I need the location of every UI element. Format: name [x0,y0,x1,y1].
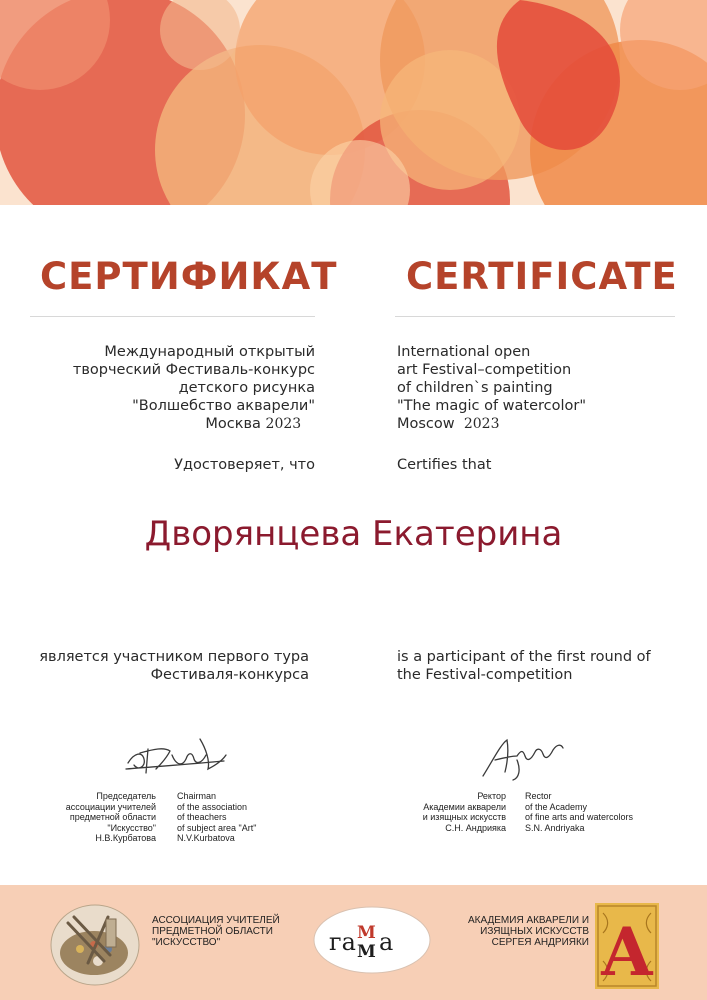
chairman-caption-english [177,791,256,844]
festival-ru-line: "Волшебство акварели" [132,398,315,414]
chairman-en-line: of theachers [177,812,227,822]
divider-right [395,316,675,317]
association-line: ПРЕДМЕТНОЙ ОБЛАСТИ [152,926,273,937]
certifies-english: Certifies that [397,457,492,473]
rector-en-line: Rector [525,791,552,801]
svg-text:М: М [357,942,376,962]
chairman-ru-line: предметной области [69,812,156,822]
rector-signature [477,730,567,782]
participation-ru-line: является участником первого тура [39,649,309,665]
participation-russian [39,648,309,684]
city-english: Moscow [397,416,455,432]
city-russian: Москва [205,416,261,432]
festival-ru-line: Международный открытый [104,344,315,360]
participation-en-line: the Festival-competition [397,667,573,683]
participation-en-line: is a participant of the first round of [397,649,651,665]
festival-ru-line: творческий Фестиваль-конкурс [72,362,315,378]
gama-logo [311,905,433,975]
svg-text:А: А [600,913,654,989]
chairman-en-line: of subject area "Art" [177,822,257,833]
chairman-signature [120,725,230,785]
festival-en-line: art Festival–competition [397,362,572,378]
year-russian: 2023 [265,416,302,432]
chairman-ru-line: Н.В.Курбатова [95,833,156,843]
rector-caption-english [525,791,633,833]
chairman-ru-line: ассоциации учителей [65,801,156,812]
festival-en-line: International open [397,344,531,360]
rector-en-line: of fine arts and watercolors [525,812,634,822]
festival-en-line: of children`s painting [397,380,553,396]
rector-ru-line: и изящных искусств [422,812,506,822]
festival-en-city-year [397,415,697,433]
academy-line: ИЗЯЩНЫХ ИСКУССТВ [480,926,589,937]
chairman-en-line: Chairman [177,791,217,801]
footer-band [0,885,707,1000]
recipient-name: Дворянцева Екатерина [144,514,563,554]
festival-description-russian [0,343,315,433]
rector-caption-russian [423,791,506,833]
festival-ru-city-year [0,415,315,433]
association-emblem-icon [48,903,142,987]
title-russian: СЕРТИФИКАТ [40,255,338,298]
svg-text:М: М [357,923,376,943]
decorative-banner [0,0,707,205]
chairman-ru-line: "Искусство" [107,822,156,833]
svg-text:а: а [379,928,394,956]
academy-line: СЕРГЕЯ АНДРИЯКИ [491,937,589,948]
rector-ru-line: С.Н. Андрияка [445,822,506,833]
divider-left [30,316,315,317]
svg-text:га: га [329,928,356,956]
festival-en-line: "The magic of watercolor" [397,398,587,414]
association-line: АССОЦИАЦИЯ УЧИТЕЛЕЙ [152,915,280,926]
participation-ru-line: Фестиваля-конкурса [150,667,309,683]
festival-description-english [397,343,697,433]
chairman-en-line: of the association [177,801,248,812]
chairman-en-line: N.V.Kurbatova [177,833,235,843]
academy-logo-icon [595,903,659,989]
chairman-ru-line: Председатель [96,791,156,801]
association-name [152,915,280,948]
chairman-caption-russian [66,791,156,844]
year-english: 2023 [463,416,500,432]
rector-en-line: of the Academy [525,801,588,812]
rector-ru-line: Академии акварели [423,801,506,812]
festival-ru-line: детского рисунка [178,380,315,396]
title-english: CERTIFICATE [406,255,678,298]
academy-name [468,915,589,948]
watercolor-circles-graphic [0,0,707,205]
academy-line: АКАДЕМИЯ АКВАРЕЛИ И [467,915,589,926]
certifies-russian: Удостоверяет, что [174,457,315,473]
association-line: "ИСКУССТВО" [152,937,221,948]
participation-english [397,648,651,684]
rector-ru-line: Ректор [477,791,506,801]
rector-en-line: S.N. Andriyaka [525,822,585,833]
